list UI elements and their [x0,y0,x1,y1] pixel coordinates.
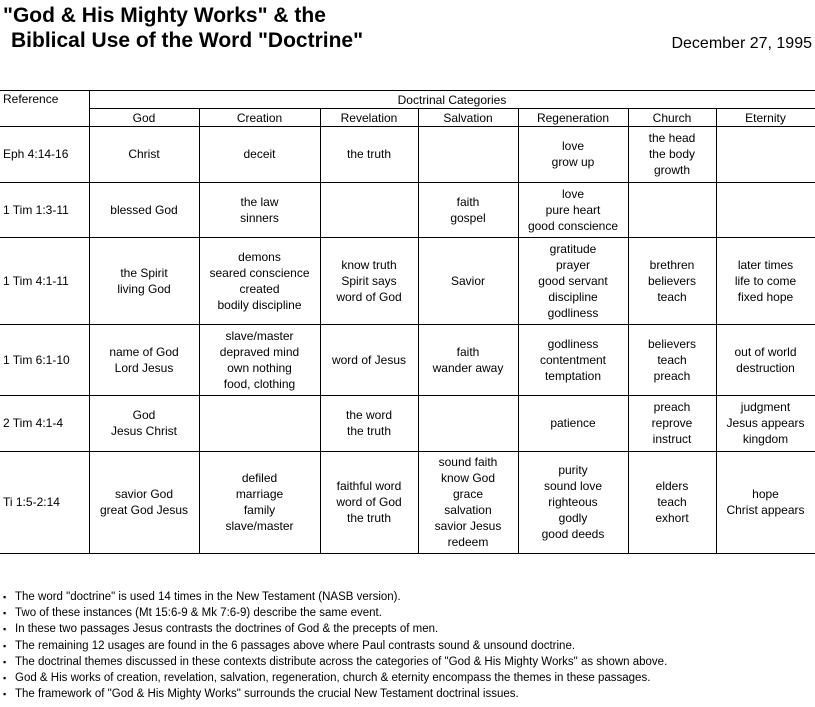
table-cell [518,126,628,182]
table-cell [418,237,518,324]
cell-term: own nothing [227,360,292,375]
cell-term: good deeds [541,527,605,541]
cell-term: godliness [547,305,599,320]
cell-term: elders [655,479,689,493]
reference-text: 1 Tim 1:3-11 [3,202,69,217]
cell-term: purity [558,463,588,477]
cell-term: godly [558,511,588,525]
table-cell [199,237,320,324]
cell-term: bodily discipline [217,297,302,312]
cell-term: Jesus appears [726,416,805,430]
cell-term: teach [657,352,687,367]
cell-term: savior God [114,487,174,501]
cell-term: reprove [651,416,693,430]
table-cell [628,182,716,237]
cell-term: name of God [109,344,179,359]
table-cell [89,324,199,395]
cell-term: believers [647,273,697,288]
cell-term: destruction [736,360,795,375]
cell-term: Spirit says [341,273,397,288]
cell-term: wander away [432,360,504,375]
cell-term: godliness [547,336,599,351]
note-item: ▪ In these two passages Jesus contrasts the doctrines of God & the precepts of men. [3,621,667,637]
reference-header: Reference [3,92,59,106]
row-reference [0,237,89,324]
cell-term: gospel [450,210,486,225]
cell-term: demons [238,249,281,264]
cell-term: know truth [341,257,397,272]
cell-term: exhort [655,511,689,525]
cell-term: food, clothing [223,376,296,391]
table-rule-row [0,553,815,554]
cell-term: teach [657,495,687,509]
table-cell [199,324,320,395]
cell-term: the Spirit [120,265,168,280]
cell-term: later times [737,257,794,272]
table-cell [418,451,518,553]
column-header-salvation: Salvation [443,111,493,125]
cell-term: the body [648,147,696,161]
cell-term: growth [653,163,691,177]
table-cell [716,126,815,182]
table-cell [518,451,628,553]
table-cell [716,182,815,237]
table-cell [716,395,815,451]
cell-term: discipline [548,289,598,304]
page-title [3,3,363,53]
cell-term: the truth [346,511,392,525]
cell-term: family [243,503,276,517]
table-cell [89,451,199,553]
table-cell [320,182,418,237]
table-cell [628,126,716,182]
table-cell [628,237,716,324]
cell-term: savior Jesus [434,519,502,533]
table-cell [628,324,716,395]
reference-text: Eph 4:14-16 [3,147,69,161]
table-cell [518,237,628,324]
cell-term: prayer [555,257,590,272]
cell-term: love [561,139,584,153]
row-reference [0,126,89,182]
table-cell [418,324,518,395]
table-cell [518,182,628,237]
table-cell [320,126,418,182]
cell-term: pure heart [545,202,601,217]
cell-term: slave/master [225,519,294,533]
cell-term: marriage [235,487,284,501]
cell-term: sound faith [438,455,498,469]
table-cell [89,182,199,237]
table-cell [199,182,320,237]
title-line-1: "God & His Mighty Works" & the [3,4,326,27]
table-cell [418,126,518,182]
table-cell [418,395,518,451]
cell-term: Lord Jesus [114,360,174,375]
cell-term: Christ appears [726,503,805,517]
cell-term: fixed hope [737,289,794,304]
cell-term: patience [550,416,596,430]
row-reference [0,324,89,395]
table-cell [320,237,418,324]
cell-term: kingdom [742,432,789,446]
note-item: ▪ The word "doctrine" is used 14 times in the New Testament (NASB version). [3,589,667,605]
cell-term: judgment [740,400,791,414]
cell-term: living God [117,281,171,296]
cell-term: great God Jesus [99,503,189,517]
cell-term: depraved mind [219,344,300,359]
reference-text: 1 Tim 4:1-11 [3,273,69,288]
cell-term: temptation [544,368,602,383]
cell-term: faith [456,194,480,209]
cell-term: believers [647,336,697,351]
cell-term: word of Jesus [331,352,407,367]
cell-term: teach [657,289,687,304]
table-cell [199,451,320,553]
notes-list [3,589,667,702]
cell-term: word of God [336,289,402,304]
cell-term: grace [452,487,483,501]
table-cell [89,395,199,451]
table-cell [716,237,815,324]
title-line-2: Biblical Use of the Word "Doctrine" [11,29,364,52]
table-cell [89,126,199,182]
row-reference [0,182,89,237]
table-cell [320,324,418,395]
column-header-eternity: Eternity [745,111,786,125]
table-cell [199,395,320,451]
cell-term: defiled [241,471,278,485]
cell-term: brethren [649,257,695,272]
table-cell [89,237,199,324]
cell-term: sound love [543,479,603,493]
cell-term: know God [440,471,495,485]
cell-term: grow up [551,155,595,169]
cell-term: life to come [734,273,797,288]
table-cell [320,451,418,553]
cell-term: blessed God [110,202,178,217]
table-cell [628,451,716,553]
table-cell [716,451,815,553]
cell-term: Savior [450,273,485,288]
cell-term: good servant [538,273,608,288]
column-header-revelation: Revelation [340,111,398,125]
table-cell [628,395,716,451]
cell-term: contentment [539,352,607,367]
cell-term: the head [648,131,696,145]
reference-text: 2 Tim 4:1-4 [3,416,64,430]
cell-term: the law [240,194,279,209]
cell-term: love [561,186,584,201]
column-header-creation: Creation [236,111,283,125]
table-cell [716,324,815,395]
cell-term: good conscience [527,218,619,233]
table-cell [518,324,628,395]
cell-term: the truth [346,147,392,161]
table-cell [418,182,518,237]
cell-term: God [132,408,156,422]
cell-term: Christ [128,147,160,161]
row-reference [0,451,89,553]
column-header-regeneration: Regeneration [536,111,610,125]
note-item: ▪ God & His works of creation, revelation, salvation, regeneration, church & eternity encompass the themes in these passages. [3,670,667,686]
cell-term: the word [345,408,393,422]
note-item: ▪ The framework of "God & His Mighty Works" surrounds the crucial New Testament doctrinal issues. [3,686,667,702]
cell-term: sinners [240,210,279,225]
table-rule-top [0,90,815,91]
note-item: ▪ Two of these instances (Mt 15:6-9 & Mk 7:6-9) describe the same event. [3,605,667,621]
table-rule-group [89,108,815,109]
cell-term: instruct [652,432,692,446]
note-item: ▪ The doctrinal themes discussed in these contexts distribute across the categories of "God & His Mighty Works" as shown above. [3,654,667,670]
column-header-god: God [132,111,156,125]
cell-term: redeem [447,535,489,549]
reference-text: 1 Tim 6:1-10 [3,352,70,367]
document-date: December 27, 1995 [671,35,812,52]
cell-term: hope [752,487,779,501]
cell-term: faith [456,344,480,359]
cell-term: out of world [734,344,797,359]
column-header-church: Church [652,111,692,125]
cell-term: seared conscience [209,265,310,280]
cell-term: created [239,281,280,296]
cell-term: preach [653,400,691,414]
cell-term: Jesus Christ [110,424,178,438]
cell-term: salvation [444,503,492,517]
doctrinal-categories-header: Doctrinal Categories [397,93,507,107]
cell-term: gratitude [549,241,597,256]
cell-term: deceit [243,147,276,161]
cell-term: preach [653,368,691,383]
table-cell [199,126,320,182]
row-reference [0,395,89,451]
cell-term: righteous [548,495,598,509]
cell-term: slave/master [225,328,294,343]
table-cell [320,395,418,451]
table-cell [518,395,628,451]
cell-term: word of God [336,495,402,509]
note-item: ▪ The remaining 12 usages are found in the 6 passages above where Paul contrasts sound & unsound doctrine. [3,638,667,654]
cell-term: the truth [346,424,392,438]
reference-text: Ti 1:5-2:14 [3,495,60,509]
cell-term: faithful word [336,479,402,493]
